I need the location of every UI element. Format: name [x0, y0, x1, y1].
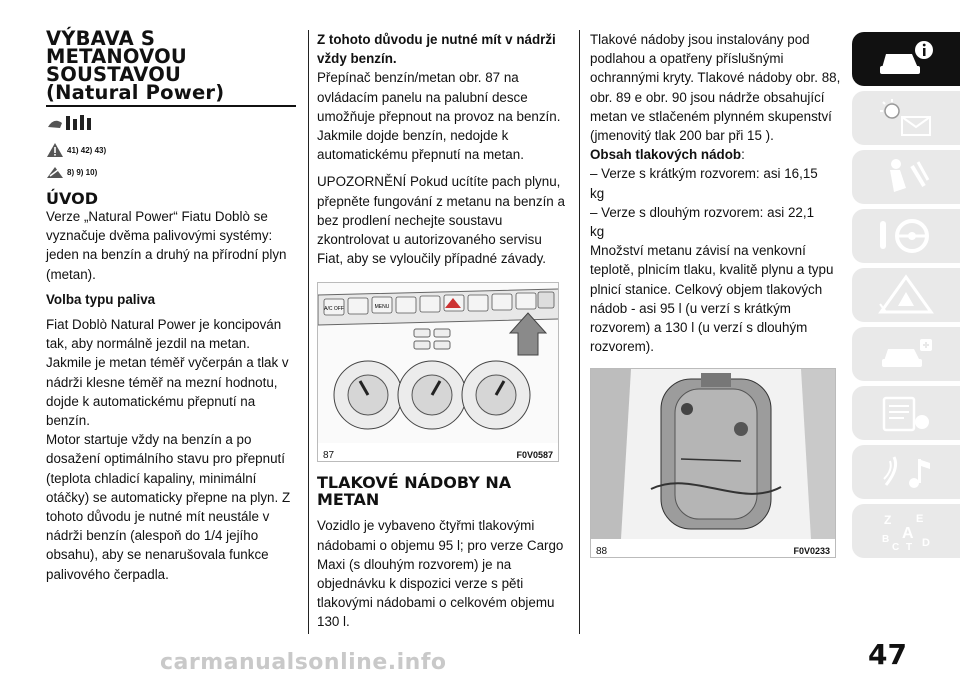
- natural-power-icon: [46, 113, 296, 135]
- warning-lights-icon: [876, 97, 936, 139]
- title-line: VÝBAVA S: [46, 27, 156, 50]
- figure-caption: 88 F0V0233: [596, 546, 830, 558]
- engine-start-text: Motor startuje vždy na benzín a po dosažení optimálního stavu pro přepnutí (teplota chladicí kapaliny, minimální otáčky) se automaticky přepne na plyn. Z tohoto důvodu je nutné mít neustále v nádrži benzín (alespoň do 1/4 jejího obsahu), aby se nenarušovala funkce palivového čerpadla.: [46, 432, 291, 582]
- svg-text:C: C: [892, 542, 900, 552]
- seat-airbag-icon: [876, 156, 936, 198]
- car-info-icon: [876, 38, 936, 80]
- column-right: [590, 30, 842, 558]
- fuel-select-heading: Volba typu paliva: [46, 291, 156, 307]
- tab-maintenance[interactable]: [852, 327, 960, 381]
- section-title: [46, 27, 296, 107]
- svg-text:D: D: [922, 537, 930, 549]
- page-number: 47: [868, 638, 907, 671]
- svg-text:T: T: [906, 542, 913, 552]
- warning-triangle-road-icon: [876, 274, 936, 316]
- intro-text: Verze „Natural Power“ Fiatu Doblò se vyznačuje dvěma palivovými systémy: jeden na benzín a druhý na přírodní plyn (metan).: [46, 209, 287, 282]
- svg-text:Z: Z: [884, 513, 892, 527]
- petrol-required-heading: Z tohoto důvodu je nutné mít v nádrži vždy benzín.: [317, 32, 556, 67]
- index-icon: [876, 510, 936, 552]
- amount-text: Množství metanu závisí na venkovní teplotě, plnicím tlaku, kvalitě plynu a typu plnicí stanice. Celkový objem tlakových nádob - asi 95 l (u verzí s krátkým rozvorem) a 130 l (u verzí s dlouhým rozvorem).: [590, 243, 834, 355]
- tab-emergency[interactable]: [852, 268, 960, 322]
- warning-triangle-icon: [46, 142, 64, 158]
- watermark: carmanualsonline.info: [160, 650, 447, 675]
- tab-multimedia[interactable]: [852, 445, 960, 499]
- column-left: [46, 27, 296, 584]
- figure-88: [590, 368, 836, 558]
- svg-text:A: A: [902, 525, 914, 542]
- chapter-sidebar: [852, 32, 960, 563]
- title-line: SOUSTAVOU: [46, 63, 182, 86]
- title-line: (Natural Power): [46, 81, 225, 104]
- tab-steering[interactable]: [852, 209, 960, 263]
- install-text: Tlakové nádoby jsou instalovány pod podlahou a opatřeny příslušnými ochrannými kryty. Tlakové nádoby obr. 88, obr. 89 e obr. 90 jsou nádrže obsahující metan ve stlačeném plynném skupenství (jmenovitý tlak 200 bar při 15 ).: [590, 32, 841, 144]
- pressure-tank-illustration: [591, 369, 836, 539]
- svg-text:E: E: [916, 513, 924, 525]
- title-line: METANOVOU: [46, 45, 187, 68]
- figure-caption: 87 F0V0587: [323, 450, 553, 462]
- column-middle: [317, 30, 569, 632]
- tanks-heading: TLAKOVÉ NÁDOBY NA METAN: [317, 473, 512, 510]
- car-maintenance-icon: [876, 333, 936, 375]
- short-wheelbase-line: – Verze s krátkým rozvorem: asi 16,15: [590, 166, 818, 182]
- tab-car-info[interactable]: [852, 32, 960, 86]
- long-wheelbase-line: – Verze s dlouhým rozvorem: asi 22,1: [590, 204, 815, 220]
- subsection-heading: ÚVOD: [46, 189, 98, 208]
- tanks-text: Vozidlo je vybaveno čtyřmi tlakovými nádobami o objemu 95 l; pro verze Cargo Maxi (s dlouhým rozvorem) je na objednávku k dispozici verze s pěti tlakovými nádobami o celkovém objemu 130 l.: [317, 518, 564, 630]
- dashboard-panel-illustration: [318, 283, 559, 443]
- warning-text: UPOZORNĚNÍ Pokud ucítíte pach plynu, přepněte fungování z metanu na benzín a bez prodlení nechejte soustavu zkontrolovat u autorizovaného servisu Fiat, aby se vyloučily případné závady.: [317, 174, 565, 267]
- tab-seat-airbag[interactable]: [852, 150, 960, 204]
- panel-button-label: MENU: [374, 304, 390, 311]
- short-wheelbase-unit: kg: [590, 185, 605, 201]
- long-wheelbase-unit: kg: [590, 224, 605, 240]
- warning-ref-1: 41) 42) 43): [46, 141, 296, 159]
- panel-button-label: A/C OFF: [324, 306, 344, 313]
- technical-data-icon: [876, 392, 936, 434]
- warning-ref-2: 8) 9) 10): [46, 163, 296, 181]
- contents-line: Obsah tlakových nádob:: [590, 147, 745, 163]
- book-pencil-icon: [46, 164, 64, 180]
- switch-text: Přepínač benzín/metan obr. 87 na ovládacím panelu na palubní desce umožňuje přepnout na provoz na benzín. Jakmile dojde benzín, nedojde k automatickému přepnutí na metan.: [317, 70, 561, 163]
- multimedia-icon: [876, 451, 936, 493]
- tab-technical-data[interactable]: [852, 386, 960, 440]
- column-divider: [308, 30, 309, 634]
- steering-wheel-icon: [876, 215, 936, 257]
- tab-index[interactable]: [852, 504, 960, 558]
- svg-text:B: B: [882, 534, 890, 545]
- column-divider: [579, 30, 580, 634]
- tab-warning-lights[interactable]: [852, 91, 960, 145]
- figure-87: [317, 282, 559, 462]
- fuel-select-text: Fiat Doblò Natural Power je koncipován tak, aby normálně jezdil na metan. Jakmile je metan téměř vyčerpán a tlak v nádrži klesne téměř na mezní hodnotu, dojde k automatickému přepnutí na benzín.: [46, 317, 289, 429]
